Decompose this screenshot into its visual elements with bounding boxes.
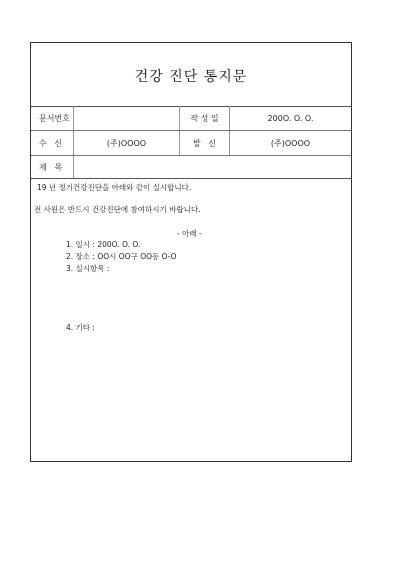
recipient-label-text: 수 신	[39, 138, 63, 148]
header-row-subject	[31, 156, 351, 179]
sender-value: (주)OOOO	[229, 131, 351, 155]
item-date: 1. 일시 : 200O. O. O.	[66, 240, 141, 249]
header-row-recipient	[31, 131, 351, 156]
below-heading: - 아래 -	[177, 229, 202, 238]
subject-label-text: 제 목	[39, 162, 63, 172]
item-location: 2. 장소 : OO시 OO구 OO동 O-O	[66, 252, 177, 261]
body-line-1: 19 년 정기건강진단을 아래와 같이 실시합니다.	[37, 183, 192, 192]
doc-number-value	[73, 106, 179, 130]
recipient-label	[31, 131, 73, 155]
header-row-doc-number	[31, 106, 351, 131]
body-line-2: 전 사원은 반드시 건강진단에 참여하시기 바랍니다.	[34, 205, 201, 214]
document-title: 건강 진단 통지문	[134, 69, 248, 85]
subject-label	[31, 156, 73, 178]
title-area	[31, 43, 351, 107]
notice-document	[30, 42, 352, 462]
sender-label-text: 발 신	[192, 138, 217, 148]
author-date-value: 200O. O. O.	[229, 106, 351, 130]
author-date-label: 작 성 일	[179, 106, 229, 130]
doc-number-label: 문서번호	[39, 113, 70, 123]
recipient-value: (주)OOOO	[73, 131, 179, 155]
subject-value	[73, 156, 351, 178]
sender-label	[179, 131, 229, 155]
item-exam-items: 3. 실시항목 :	[66, 264, 110, 273]
item-other: 4. 기타 :	[66, 323, 95, 332]
